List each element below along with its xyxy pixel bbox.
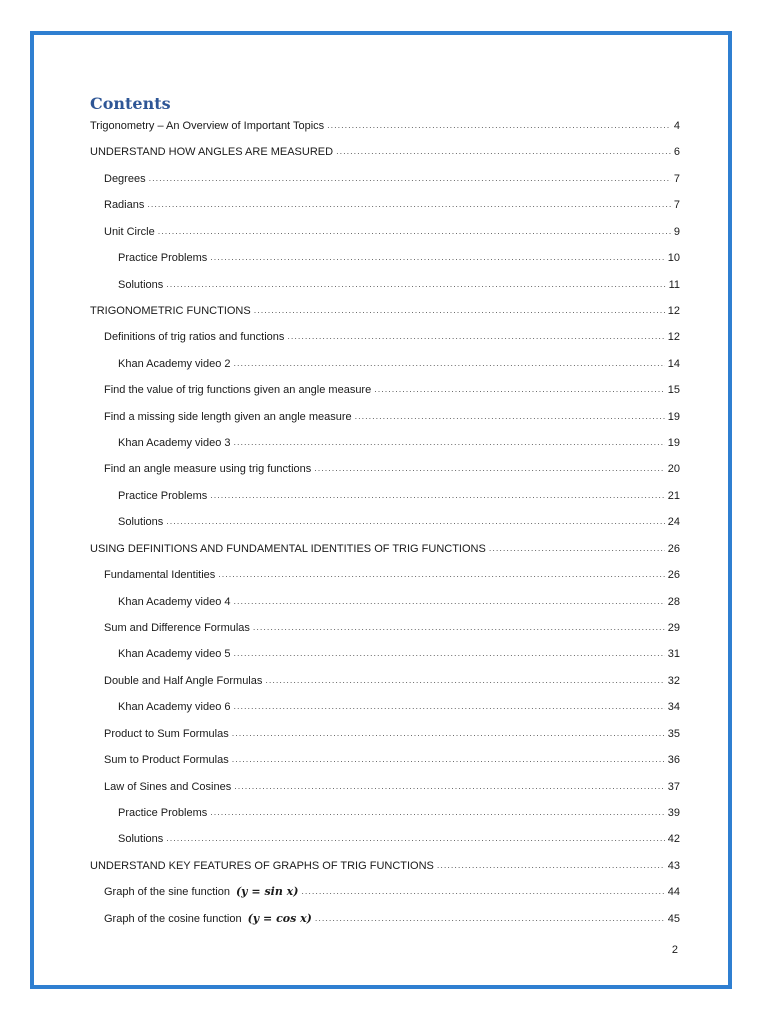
toc-entry-page: 26 — [667, 569, 680, 582]
toc-entry-title: Law of Sines and Cosines — [104, 780, 232, 793]
toc-dot-leader — [218, 564, 664, 584]
toc-entry-title: Practice Problems — [118, 489, 208, 502]
toc-entry-page: 36 — [667, 754, 680, 767]
toc-dot-leader — [437, 855, 665, 875]
toc-entry-page: 42 — [667, 833, 680, 846]
toc-entry[interactable] — [90, 301, 680, 327]
table-of-contents — [90, 116, 680, 935]
toc-entry-title: Solutions — [118, 278, 164, 291]
toc-dot-leader — [301, 881, 664, 901]
toc-entry-page: 9 — [673, 225, 680, 238]
toc-entry[interactable] — [90, 671, 680, 697]
toc-entry-page: 15 — [667, 384, 680, 397]
toc-entry-page: 12 — [667, 331, 680, 344]
toc-entry-title: Practice Problems — [118, 252, 208, 265]
toc-entry[interactable] — [90, 882, 680, 908]
toc-entry-title: Khan Academy video 2 — [118, 357, 231, 370]
toc-entry[interactable] — [90, 592, 680, 618]
toc-entry[interactable] — [90, 116, 680, 142]
toc-entry-page: 31 — [667, 648, 680, 661]
toc-entry-page: 39 — [667, 806, 680, 819]
toc-entry-page: 10 — [667, 252, 680, 265]
toc-entry-page: 11 — [668, 278, 680, 291]
toc-entry[interactable] — [90, 380, 680, 406]
toc-dot-leader — [147, 194, 671, 214]
toc-entry[interactable] — [90, 803, 680, 829]
toc-entry[interactable] — [90, 195, 680, 221]
toc-entry-page: 7 — [673, 172, 680, 185]
toc-entry-title: Khan Academy video 4 — [118, 595, 231, 608]
toc-entry-formula: (𝒚 = 𝒄𝒐𝒔 𝒙) — [247, 911, 312, 925]
toc-entry-title: Fundamental Identities — [104, 569, 216, 582]
toc-dot-leader — [254, 300, 665, 320]
toc-entry-page: 45 — [667, 912, 680, 925]
toc-dot-leader — [336, 141, 671, 161]
toc-entry-formula: (𝒚 = 𝒔𝒊𝒏 𝒙) — [235, 885, 299, 899]
toc-entry[interactable] — [90, 565, 680, 591]
toc-dot-leader — [234, 591, 665, 611]
toc-entry-title: Sum to Product Formulas — [104, 754, 229, 767]
toc-entry-title: Product to Sum Formulas — [104, 727, 229, 740]
toc-entry-title: Sum and Difference Formulas — [104, 622, 250, 635]
toc-entry[interactable] — [90, 169, 680, 195]
toc-entry-page: 35 — [667, 727, 680, 740]
toc-dot-leader — [166, 828, 664, 848]
toc-entry-page: 34 — [667, 701, 680, 714]
toc-entry-page: 12 — [667, 304, 680, 317]
toc-dot-leader — [234, 643, 665, 663]
toc-entry[interactable] — [90, 724, 680, 750]
toc-dot-leader — [210, 247, 664, 267]
toc-entry-page: 20 — [667, 463, 680, 476]
toc-entry-title: Find a missing side length given an angle measure — [104, 410, 352, 423]
toc-entry-page: 26 — [667, 542, 680, 555]
toc-entry[interactable] — [90, 512, 680, 538]
toc-entry-title: Find an angle measure using trig functions — [104, 463, 312, 476]
toc-entry[interactable] — [90, 248, 680, 274]
toc-entry[interactable] — [90, 222, 680, 248]
toc-entry-title: Graph of the cosine function — [104, 912, 242, 925]
toc-dot-leader — [232, 723, 665, 743]
toc-entry[interactable] — [90, 142, 680, 168]
toc-dot-leader — [314, 458, 664, 478]
toc-entry-title: Unit Circle — [104, 225, 155, 238]
toc-dot-leader — [265, 670, 664, 690]
toc-entry-title: Khan Academy video 3 — [118, 437, 231, 450]
toc-entry-page: 43 — [667, 859, 680, 872]
toc-entry-page: 4 — [673, 120, 680, 132]
toc-dot-leader — [355, 406, 665, 426]
toc-dot-leader — [374, 379, 665, 399]
toc-entry-title: Trigonometry – An Overview of Important Topics — [90, 120, 325, 132]
toc-entry-title: USING DEFINITIONS AND FUNDAMENTAL IDENTITIES OF TRIG FUNCTIONS — [90, 542, 486, 555]
toc-entry[interactable] — [90, 856, 680, 882]
toc-dot-leader — [234, 353, 665, 373]
toc-entry-title: Radians — [104, 199, 145, 212]
toc-entry[interactable] — [90, 618, 680, 644]
toc-entry-title: UNDERSTAND KEY FEATURES OF GRAPHS OF TRIG FUNCTIONS — [90, 859, 434, 872]
toc-entry-title: Khan Academy video 6 — [118, 701, 231, 714]
toc-entry-page: 19 — [667, 437, 680, 450]
toc-entry-title: UNDERSTAND HOW ANGLES ARE MEASURED — [90, 146, 334, 159]
toc-entry-title: Practice Problems — [118, 806, 208, 819]
toc-entry-title: Khan Academy video 5 — [118, 648, 231, 661]
toc-entry-page: 19 — [667, 410, 680, 423]
toc-dot-leader — [489, 538, 665, 558]
toc-entry-title: Solutions — [118, 516, 164, 529]
toc-entry-title: Solutions — [118, 833, 164, 846]
toc-dot-leader — [158, 221, 671, 241]
page-number: 2 — [671, 944, 678, 956]
toc-entry-title: Find the value of trig functions given an angle measure — [104, 384, 372, 397]
toc-entry[interactable] — [90, 275, 680, 301]
toc-dot-leader — [210, 485, 664, 505]
toc-entry[interactable] — [90, 327, 680, 353]
toc-entry[interactable] — [90, 407, 680, 433]
toc-entry-title: Definitions of trig ratios and functions — [104, 331, 285, 344]
toc-dot-leader — [327, 115, 671, 135]
toc-entry-page: 21 — [667, 489, 680, 502]
toc-dot-leader — [234, 776, 665, 796]
toc-entry-page: 7 — [673, 199, 680, 212]
toc-entry-page: 32 — [667, 674, 680, 687]
toc-entry-page: 28 — [667, 595, 680, 608]
toc-dot-leader — [149, 168, 671, 188]
toc-entry[interactable] — [90, 354, 680, 380]
toc-dot-leader — [232, 749, 665, 769]
toc-dot-leader — [166, 511, 664, 531]
toc-entry[interactable] — [90, 459, 680, 485]
toc-entry[interactable] — [90, 909, 680, 935]
toc-entry[interactable] — [90, 829, 680, 855]
toc-entry-page: 37 — [667, 780, 680, 793]
contents-heading: Contents — [90, 94, 171, 113]
toc-dot-leader — [210, 802, 664, 822]
toc-entry[interactable] — [90, 539, 680, 565]
toc-entry[interactable] — [90, 750, 680, 776]
toc-dot-leader — [315, 908, 665, 928]
toc-entry-title: Degrees — [104, 172, 146, 185]
toc-dot-leader — [166, 274, 665, 294]
toc-entry-page: 24 — [667, 516, 680, 529]
toc-entry-title: Double and Half Angle Formulas — [104, 674, 263, 687]
toc-entry[interactable] — [90, 777, 680, 803]
toc-entry-page: 44 — [667, 886, 680, 899]
toc-entry-page: 29 — [667, 622, 680, 635]
toc-dot-leader — [253, 617, 665, 637]
toc-entry[interactable] — [90, 697, 680, 723]
toc-entry[interactable] — [90, 486, 680, 512]
toc-entry-title: TRIGONOMETRIC FUNCTIONS — [90, 304, 251, 317]
toc-dot-leader — [234, 432, 665, 452]
toc-entry-page: 14 — [667, 357, 680, 370]
toc-dot-leader — [287, 326, 664, 346]
toc-entry-page: 6 — [673, 146, 680, 159]
toc-entry[interactable] — [90, 433, 680, 459]
toc-entry-title: Graph of the sine function — [104, 886, 230, 899]
toc-entry[interactable] — [90, 644, 680, 670]
toc-dot-leader — [234, 696, 665, 716]
